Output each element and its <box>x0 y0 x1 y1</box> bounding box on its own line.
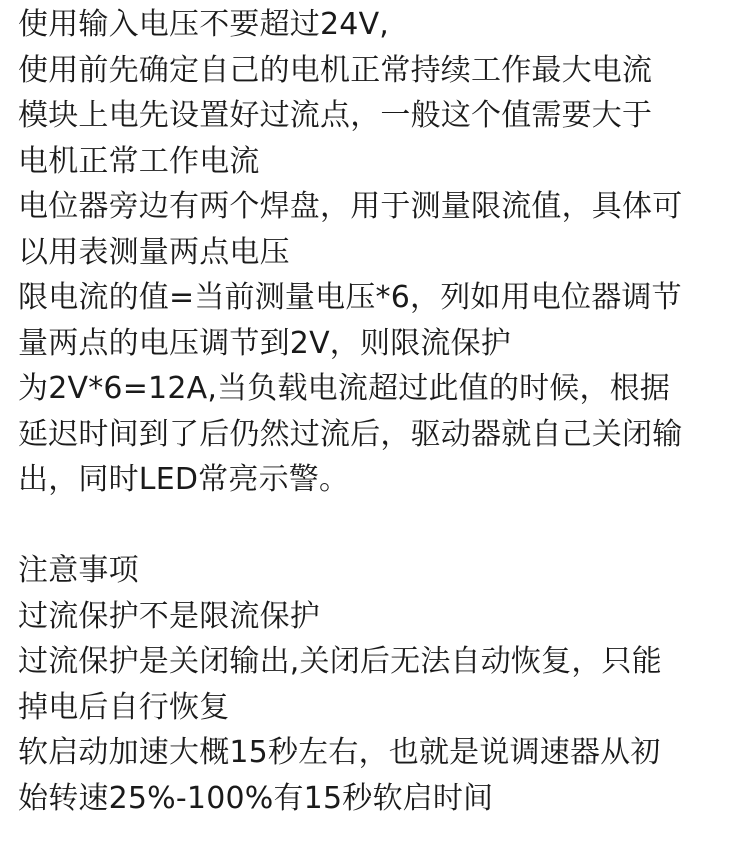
text-line: 量两点的电压调节到2V，则限流保护 <box>18 325 512 361</box>
text-line: 过流保护不是限流保护 <box>18 598 320 634</box>
text-line: 为2V*6=12A,当负载电流超过此值的时候，根据 <box>18 371 671 406</box>
paragraph-spacer <box>18 503 738 549</box>
text-line: 过流保护是关闭输出,关闭后无法自动恢复，只能 <box>18 644 662 679</box>
text-line: 延迟时间到了后仍然过流后，驱动器就自己关闭输 <box>18 416 683 452</box>
text-line: 以用表测量两点电压 <box>18 234 290 270</box>
text-line: 限电流的值=当前测量电压*6，列如用电位器调节 <box>18 280 682 315</box>
text-line: 掉电后自行恢复 <box>18 689 230 725</box>
notes-section <box>18 548 738 821</box>
usage-instructions-paragraph <box>18 2 738 503</box>
text-line: 模块上电先设置好过流点，一般这个值需要大于 <box>18 98 653 133</box>
text-line: 始转速25%-100%有15秒软启时间 <box>18 780 494 816</box>
text-line: 软启动加速大概15秒左右，也就是说调速器从初 <box>18 735 661 770</box>
text-line: 出，同时LED常亮示警。 <box>18 462 350 497</box>
text-line: 使用输入电压不要超过24V, <box>18 7 390 42</box>
text-line: 电机正常工作电流 <box>18 143 260 179</box>
document-body <box>18 2 738 821</box>
notes-heading: 注意事项 <box>18 553 139 588</box>
text-line: 电位器旁边有两个焊盘，用于测量限流值，具体可 <box>18 189 683 224</box>
text-line: 使用前先确定自己的电机正常持续工作最大电流 <box>18 52 653 88</box>
